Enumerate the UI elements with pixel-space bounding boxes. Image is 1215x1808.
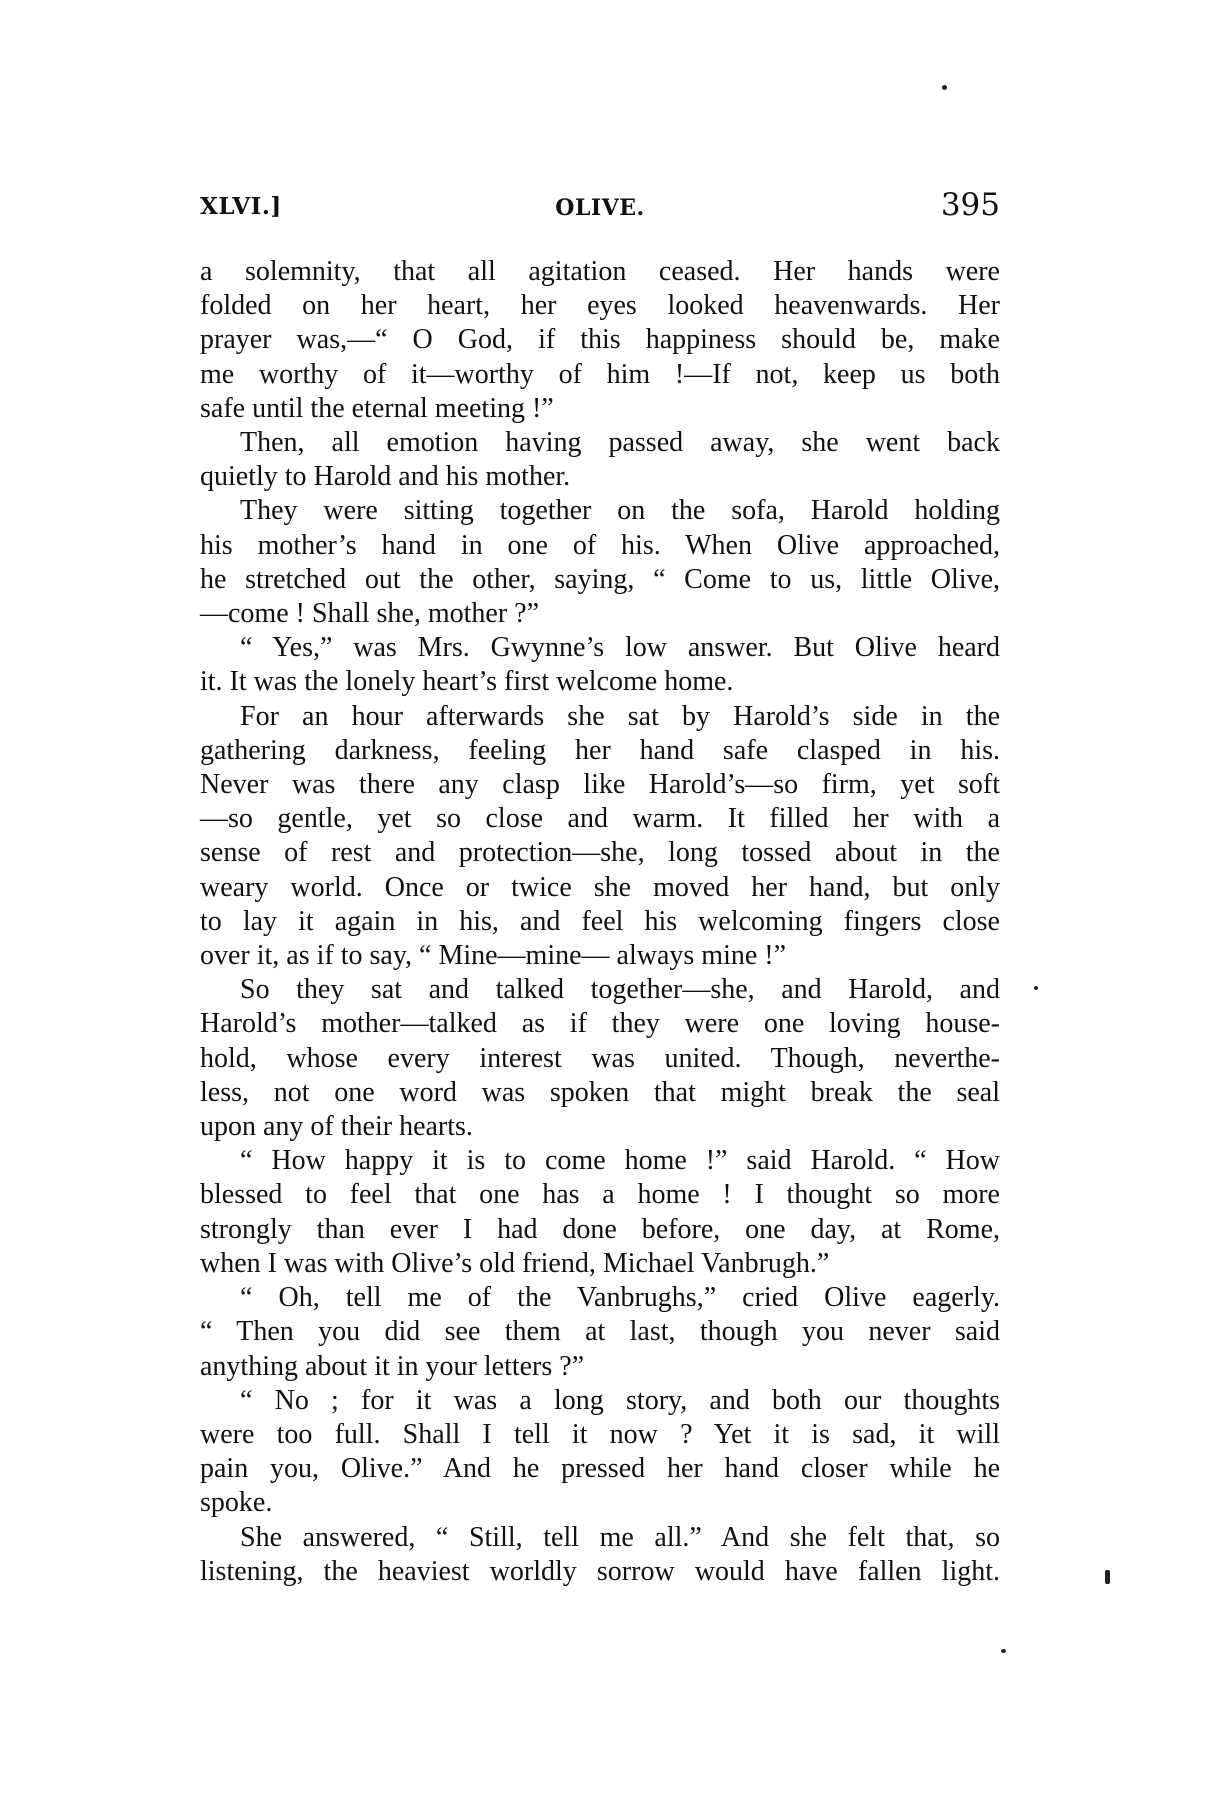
text-line: hold, whose every interest was united. Though, neverthe- bbox=[200, 1042, 1000, 1074]
text-line: listening, the heaviest worldly sorrow would have fallen light. bbox=[200, 1555, 1000, 1587]
text-line: strongly than ever I had done before, one day, at Rome, bbox=[200, 1213, 1000, 1245]
chapter-number: XLVI.] bbox=[200, 193, 282, 220]
text-line: a solemnity, that all agitation ceased. Her hands were bbox=[200, 256, 1000, 287]
text-line: weary world. Once or twice she moved her hand, but only bbox=[200, 871, 1000, 903]
text-line: So they sat and talked together—she, and Harold, and bbox=[240, 974, 1000, 1006]
text-line: —come ! Shall she, mother ?” bbox=[200, 598, 540, 630]
page-number: 395 bbox=[940, 187, 1000, 223]
text-line: sense of rest and protection—she, long tossed about in the bbox=[200, 837, 1000, 869]
text-line: to lay it again in his, and feel his welcoming fingers close bbox=[200, 905, 1000, 937]
text-line: it. It was the lonely heart’s first welcome home. bbox=[200, 666, 734, 698]
text-line: safe until the eternal meeting !” bbox=[200, 392, 554, 424]
text-line: “ No ; for it was a long story, and both our thoughts bbox=[240, 1384, 1000, 1416]
print-speck bbox=[1001, 1649, 1006, 1653]
text-line: Never was there any clasp like Harold’s—so firm, yet soft bbox=[200, 769, 1000, 801]
text-line: pain you, Olive.” And he pressed her hand closer while he bbox=[200, 1453, 1000, 1485]
text-line: anything about it in your letters ?” bbox=[200, 1350, 585, 1382]
text-line: “ Then you did see them at last, though you never said bbox=[200, 1316, 1000, 1348]
print-speck bbox=[1034, 986, 1038, 990]
text-line: he stretched out the other, saying, “ Come to us, little Olive, bbox=[200, 563, 1000, 595]
print-speck bbox=[942, 85, 947, 90]
text-line: were too full. Shall I tell it now ? Yet it is sad, it will bbox=[200, 1418, 1000, 1450]
text-line: Then, all emotion having passed away, she went back bbox=[240, 427, 1000, 459]
text-line: gathering darkness, feeling her hand safe clasped in his. bbox=[200, 734, 1000, 766]
text-line: me worthy of it—worthy of him !—If not, keep us both bbox=[200, 358, 1000, 390]
text-line: “ How happy it is to come home !” said Harold. “ How bbox=[240, 1145, 1000, 1177]
running-title: OLIVE. bbox=[555, 195, 645, 221]
print-speck bbox=[1105, 1570, 1110, 1584]
text-line: less, not one word was spoken that might break the seal bbox=[200, 1076, 1000, 1108]
text-line: They were sitting together on the sofa, Harold holding bbox=[240, 495, 1000, 527]
text-line: upon any of their hearts. bbox=[200, 1111, 473, 1143]
body-text bbox=[200, 255, 1000, 1589]
text-line: prayer was,—“ O God, if this happiness should be, make bbox=[200, 324, 1000, 356]
text-line: folded on her heart, her eyes looked heavenwards. Her bbox=[200, 290, 1000, 322]
text-line: She answered, “ Still, tell me all.” And she felt that, so bbox=[240, 1521, 1000, 1553]
text-line: “ Yes,” was Mrs. Gwynne’s low answer. But Olive heard bbox=[240, 632, 1000, 664]
text-line: quietly to Harold and his mother. bbox=[200, 461, 571, 493]
running-head bbox=[200, 187, 1000, 227]
text-line: over it, as if to say, “ Mine—mine— always mine !” bbox=[200, 940, 787, 972]
text-line: For an hour afterwards she sat by Harold’s side in the bbox=[240, 700, 1000, 732]
text-line: spoke. bbox=[200, 1487, 273, 1519]
text-line: “ Oh, tell me of the Vanbrughs,” cried Olive eagerly. bbox=[240, 1282, 1000, 1314]
text-line: his mother’s hand in one of his. When Olive approached, bbox=[200, 529, 1000, 561]
text-line: Harold’s mother—talked as if they were one loving house- bbox=[200, 1008, 1000, 1040]
text-line: blessed to feel that one has a home ! I thought so more bbox=[200, 1179, 1000, 1211]
text-line: when I was with Olive’s old friend, Michael Vanbrugh.” bbox=[200, 1247, 830, 1279]
text-line: —so gentle, yet so close and warm. It filled her with a bbox=[200, 803, 1000, 835]
